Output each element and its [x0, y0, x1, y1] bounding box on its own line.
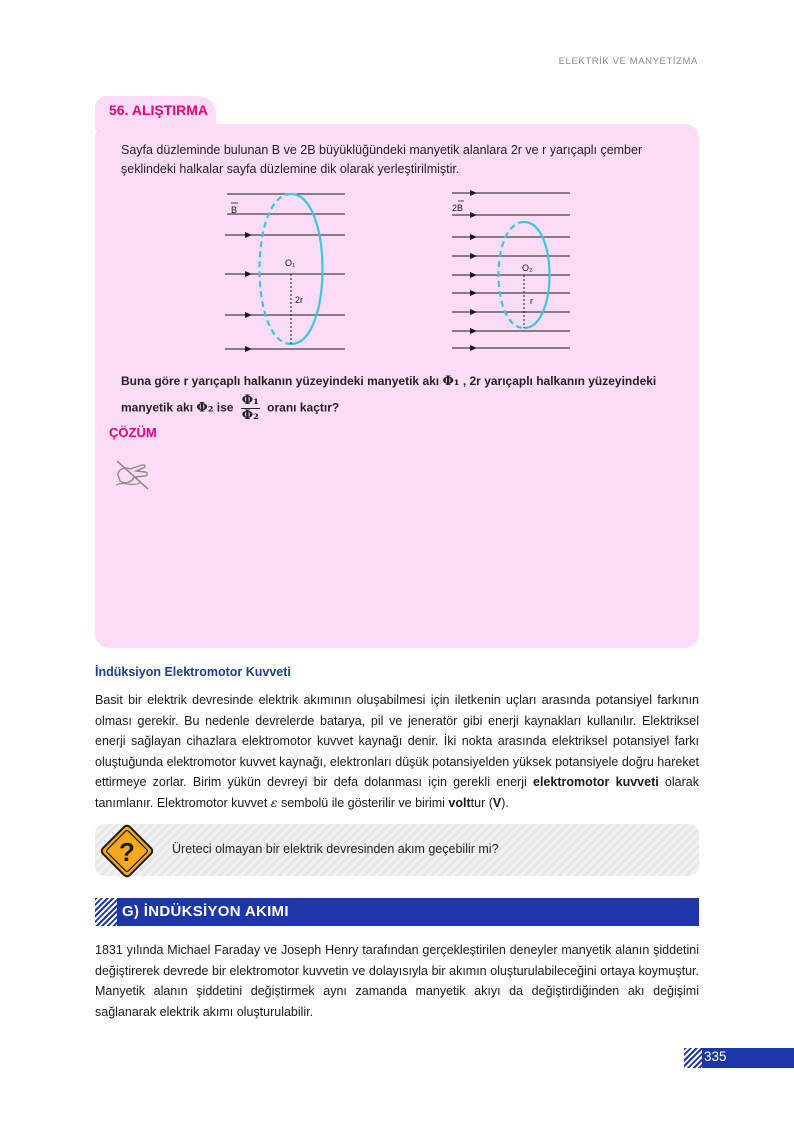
loop-back-left	[260, 194, 292, 344]
field-label-left: B	[231, 205, 238, 215]
field-lines-right	[452, 193, 570, 348]
exercise-title: 56. ALIŞTIRMA	[109, 102, 209, 118]
writing-hand-icon	[112, 455, 152, 491]
flux-ratio-fraction: $\frac{\text{Φ₁}}{\text{Φ₂}}$	[241, 393, 259, 423]
radius-label-right: r	[530, 296, 533, 306]
section-g-paragraph: 1831 yılında Michael Faraday ve Joseph Henry tarafından gerçekleştirilen deneyler manyetik alanın şiddetini değiştirerek devrede bir elektromotor kuvvetin ve dolayısıyla bir akımın oluşturulabileceğini ortaya koymuştur. Manyetik alanın şiddetini değiştirmek aynı zamanda manyetik akıyı da değiştirdiğinden akı değişimi sağlanarak elektrik akımı oluşturulabilir.	[95, 943, 699, 1019]
loop-front-left	[291, 194, 323, 344]
exercise-question: Buna göre r yarıçaplı halkanın yüzeyindeki manyetik akı Φ₁ , 2r yarıçaplı halkanın yüzeyindeki manyetik akı Φ₂ ise $\frac{\text{Φ₁}}{\text{Φ₂}}$ oranı kaçtır?	[121, 374, 657, 423]
page-number: 335	[704, 1049, 727, 1064]
radius-label-left: 2r	[295, 295, 304, 305]
svg-text:?: ?	[119, 837, 135, 867]
field-label-right: 2B	[452, 203, 464, 213]
question-mark-icon	[98, 822, 156, 880]
center-label-right: O₂	[522, 263, 533, 273]
page-number-hatch	[684, 1048, 702, 1068]
figure-left	[215, 185, 355, 365]
section-g-hatch	[95, 898, 117, 926]
question-text: Üreteci olmayan bir elektrik devresinden akım geçebilir mi?	[172, 842, 499, 856]
figure-right	[440, 185, 580, 355]
emk-section-title: İndüksiyon Elektromotor Kuvveti	[95, 665, 291, 679]
exercise-text: Sayfa düzleminde bulunan B ve 2B büyüklüğündeki manyetik alanlara 2r ve r yarıçaplı çember şeklindeki halkalar sayfa düzlemine dik olarak yerleştirilmiştir.	[121, 143, 643, 176]
center-label-left: O₁	[285, 258, 296, 268]
running-header: ELEKTRİK VE MANYETİZMA	[558, 56, 698, 67]
section-g-title: G) İNDÜKSİYON AKIMI	[122, 903, 289, 920]
solution-label: ÇÖZÜM	[109, 425, 157, 440]
field-lines-left	[225, 194, 345, 349]
emk-paragraph: Basit bir elektrik devresinde elektrik akımının oluşabilmesi için iletkenin uçları arasında potansiyel farkının olması gerekir. Bu nedenle devrelerde batarya, pil ve jeneratör gibi enerji kaynakları kullanılır. Elektriksel enerji sağlayan cihazlara elektromotor kuvvet kaynağı denir. İki nokta arasında elektriksel potansiyel farkı oluştuğunda elektromotor kuvvet kaynağı, elektronları düşük potansiyelden yüksek potansiyele doğru hareket ettirmeye zorlar. Birim yükün devreyi bir defa dolanması için gerekli enerji elektromotor kuvveti olarak tanımlanır. Elektromotor kuvvet ε sembolü ile gösterilir ve birimi volttur (V).	[95, 693, 699, 810]
